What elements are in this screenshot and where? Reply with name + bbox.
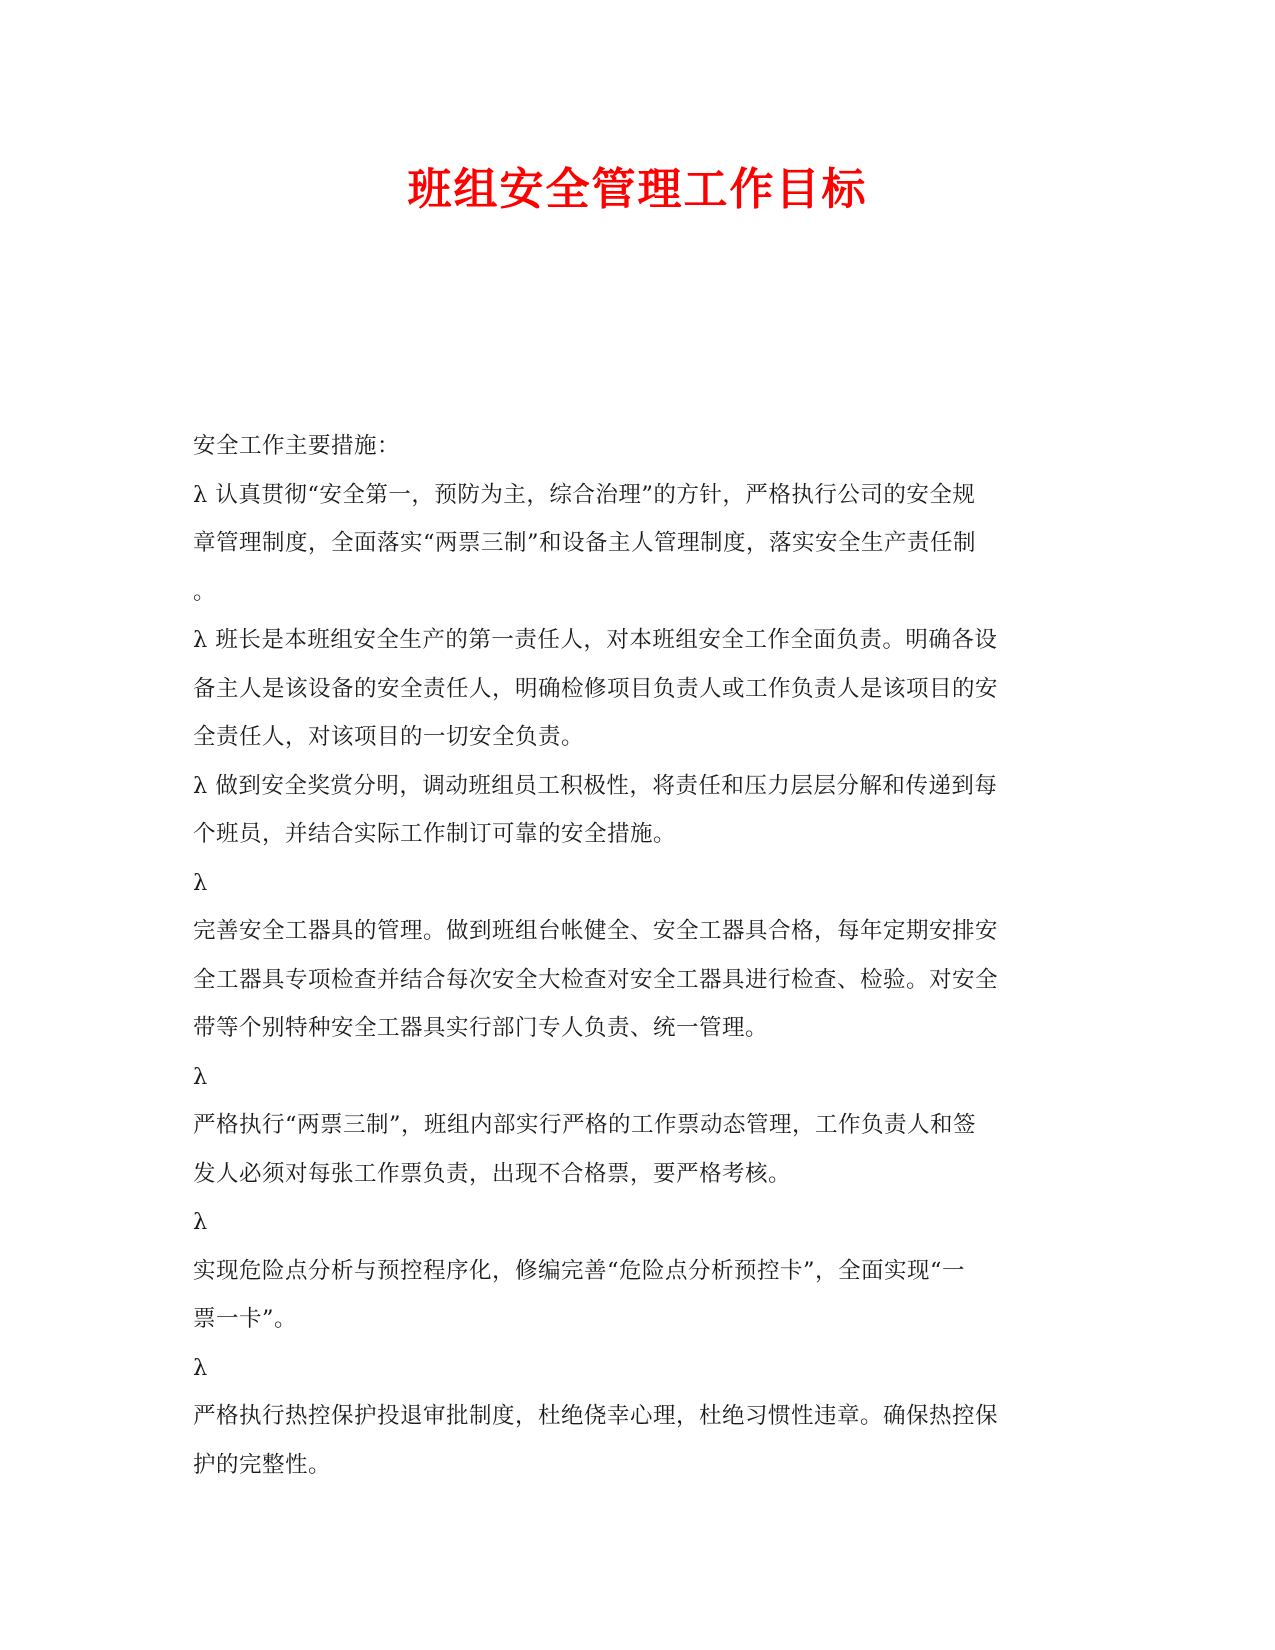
- body-line: 安全工作主要措施：: [193, 433, 401, 459]
- body-line: λ 做到安全奖赏分明，调动班组员工积极性，将责任和压力层层分解和传递到每: [193, 772, 998, 799]
- body-line: 全工器具专项检查并结合每次安全大检查对安全工器具进行检查、检验。对安全: [193, 966, 999, 993]
- body-line: 票一卡”。: [193, 1306, 298, 1332]
- document-title: 班组安全管理工作目标: [407, 164, 868, 215]
- bullet-marker: λ: [193, 869, 208, 896]
- body-line: 备主人是该设备的安全责任人，明确检修项目负责人或工作负责人是该项目的安: [193, 675, 999, 702]
- document-body: [193, 422, 1073, 1489]
- body-line: 个班员，并结合实际工作制订可靠的安全措施。: [193, 821, 677, 847]
- body-line: λ 班长是本班组安全生产的第一责任人，对本班组安全工作全面负责。明确各设: [193, 627, 998, 653]
- bullet-marker: λ: [193, 1063, 208, 1090]
- body-line: 全责任人，对该项目的一切安全负责。: [193, 724, 585, 750]
- body-line: 章管理制度，全面落实“两票三制”和设备主人管理制度，落实安全生产责任制: [193, 530, 977, 556]
- bullet-marker: λ: [193, 1354, 208, 1381]
- body-line: 严格执行热控保护投退审批制度，杜绝侥幸心理，杜绝习惯性违章。确保热控保: [193, 1403, 999, 1429]
- body-line: 实现危险点分析与预控程序化，修编完善“危险点分析预控卡”，全面实现“一: [193, 1257, 966, 1284]
- body-line: 。: [193, 578, 217, 605]
- body-line: λ 认真贯彻“安全第一，预防为主，综合治理”的方针，严格执行公司的安全规: [193, 481, 976, 508]
- body-line: 完善安全工器具的管理。做到班组台帐健全、安全工器具合格，每年定期安排安: [193, 918, 999, 944]
- body-line: 严格执行“两票三制”，班组内部实行严格的工作票动态管理，工作负责人和签: [193, 1112, 977, 1138]
- body-line: 发人必须对每张工作票负责，出现不合格票，要严格考核。: [193, 1160, 792, 1187]
- body-line: 带等个别特种安全工器具实行部门专人负责、统一管理。: [193, 1015, 769, 1041]
- body-line: 护的完整性。: [193, 1451, 332, 1478]
- bullet-marker: λ: [193, 1209, 208, 1235]
